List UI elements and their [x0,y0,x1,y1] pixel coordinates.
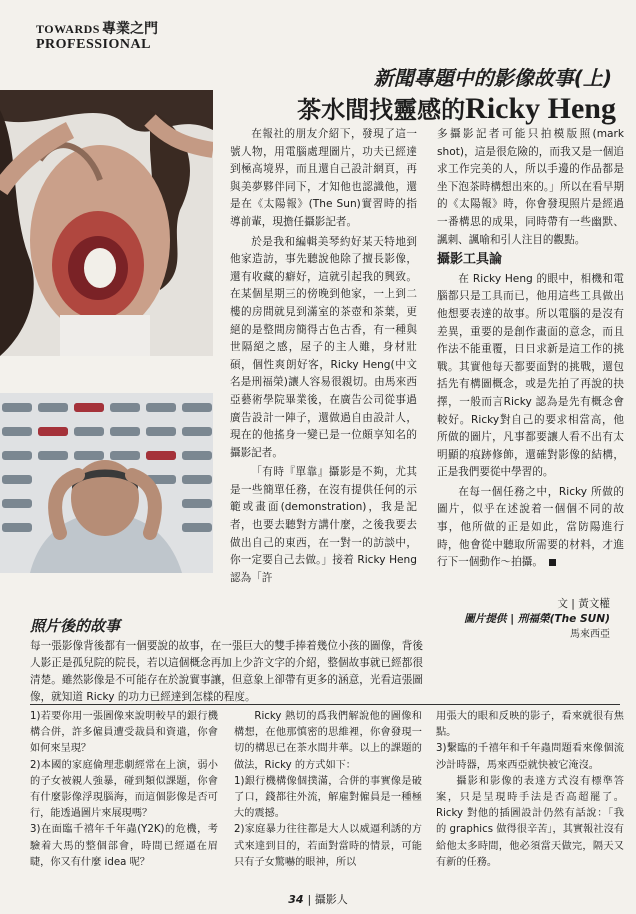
section-heading: 攝影工具論 [437,252,503,268]
paragraph: 攝影和影像的表達方式沒有標準答案，只是呈現時手法是否高超罷了。Ricky 對他的插圖設計仍然有話說：「我的 graphics 做得很辛苦」，其實報社沒有給他太多時間，他必須當天做完，隔天又有新的任務。 [436,775,624,868]
credit-photo-source: (The SUN) [549,613,610,625]
article-column-1 [230,126,417,587]
man-clutching-head-before-cars-photo [0,393,213,573]
paragraph: 在 Ricky Heng 的眼中，相機和電腦都只是工具而已，他用這些工具做出他想要表達的故事。所以電腦的是沒有差異，重要的是創作畫面的意念，而且作法不能重覆，日日求新是這工作的挑戰。其實他每天都要面對的挑戰，還包括先有構圖概念，或是先拍了再說的抉擇，一般而言Ricky 認為是先有概念會較好。Ricky對自己的要求相當高，他所做的圖片，凡事都要讓人看不出有太明顯的痕跡修飾，還確對影像的結構，正是我們要從中學習的。 [437,272,624,479]
paragraph: 於是我和編輯美琴約好某天特地到他家造訪，事先聽說他除了擅長影像，還有收藏的癖好，這就引起我的興致。在某個星期三的傍晚到他家，一上到二樓的房間就見到滿室的茶壺和茶葉，更絕的是整間房簡得古色古香，有一種與世隔絕之感，屋子的主人雖，身材壯碩，個性爽朗好客，Ricky Heng(中文名是刑福榮)讓人容易很親切。由馬來西亞藝術學院畢業後，在廣告公司從事過廣告設計一陣子，還做過自由設計人，現在的他搖身一變已是一位頗享知名的攝影記者。 [230,235,417,459]
magazine-name: 攝影人 [314,893,348,906]
credit-photo: 圖片提供 | 刑福榮 [464,613,550,625]
paragraph: 「有時『單靠』攝影是不夠，尤其是一些簡單任務，在沒有提供任何的示範或畫面(demonstration)，我是記者，也要去聽對方講什麼，之後我要去做出自己的東西，在一對一的訪談中，你一定要自己去做。」接着 Ricky Heng 認為「許 [230,466,417,584]
bottom-column-3 [436,709,624,871]
paragraph [437,484,624,572]
paragraph: 在報社的朋友介紹下，發現了這一號人物，用電腦處理圖片，功夫已經達到極高境界，而且還自己設計網頁，再與美夢夥伴同下，才知他也認識他，還是在《太陽報》(The Sun)實習時的指導前輩，現擔任攝影記者。 [230,128,417,228]
list-item: 1)銀行機構像個撲滿，合併的事實像是破了口，錢都往外流，解雇對僱員是一種極大的震撼。 [234,775,422,820]
paragraph: 用張大的眼和反映的影子，看來就很有焦點。 [436,711,624,739]
page-footer [0,891,636,907]
paragraph: 多攝影記者可能只拍模版照(mark shot)，這是很危險的，而我又是一個追求工作完美的人，所以手邊的作品都是坐下泡茶時構想出來的。」所以在看早期的《太陽報》時，你會發現照片是經過一番構思的成果，同時帶有一些幽默、諷刺、諷喻和引人注目的觀點。 [437,128,624,246]
divider [30,704,620,705]
paragraph-text: 在每一個任務之中，Ricky 所做的圖片，似乎在述說着一個個不同的故事，他所做的正是如此，當防陽進行時，他會從中聽取所需要的材料，才進行下一個動作～拍攝。 [437,485,624,569]
story-lead: 每一張影像背後都有一個要說的故事，在一張巨大的雙手捧着幾位小孩的圖像，背後人影正是孤兒院的院長，若以這個概念再加上少許文字的介紹，整個故事就已經都很清楚。雖然影像是不可能存在於說實事讓，但意象上卻帶有更多的涵意，光看這張圖像，就知道 Ricky 的功力已經達到怎樣的程度。 [30,640,423,703]
list-item: 2)家庭暴力往往都是大人以威逼利誘的方式來達到目的，若面對當時的情景，可能只有子女驚嚇的眼神，所以 [234,824,422,868]
title-chinese: 茶水間找靈感的 [297,96,466,124]
article-subtitle: 新聞專題中的影像故事(上) [373,66,612,90]
list-item: 3)在面臨千禧年千年蟲(Y2K)的危機，考驗着大馬的整個部會，時間已經逼在眉睫，你又有什麼 idea 呢？ [30,824,218,868]
bottom-column-1 [30,709,218,871]
story-heading: 照片後的故事 [30,617,121,635]
article-credits [464,597,610,642]
footer-separator: | [307,893,315,906]
section-tag [36,20,158,52]
section-towards: TOWARDS [36,22,100,36]
credit-author: 文 | 黃文權 [557,598,610,610]
credit-country: 馬來西亞 [570,629,610,640]
title-english: Ricky Heng [465,92,616,125]
end-of-article-square-icon [549,559,556,566]
section-professional: PROFESSIONAL [36,37,151,52]
face-pressed-against-glass-photo [0,90,213,356]
list-item: 3)繫臨的千禧年和千年蟲問題看來像個流沙計時器，馬來西亞就快被它淹沒。 [436,743,624,771]
page-number: 34 [288,893,304,906]
article-title [297,90,616,126]
article-column-2 [437,126,624,572]
list-item: 1)若要你用一張圖像來說明較早的銀行機構合併，許多僱員遭受裁員和資遣，你會如何來呈現？ [30,711,218,755]
section-zh: 專業之門 [101,21,158,37]
paragraph: Ricky 熱切的爲我們解說他的圖像和構想，在他那慎密的思維裡，你會發現一切的構思已在茶水間井華。以上的課題的做法，Ricky 的方式如下： [234,711,422,771]
list-item: 2)本國的家庭倫理悲劇經常在上演，弱小的子女被親人強暴，碰到類似課題，你會有什麼影像浮現腦海，而這個影像是否可行，能透過圖片來展現嗎？ [30,759,218,820]
bottom-column-2 [234,709,422,871]
